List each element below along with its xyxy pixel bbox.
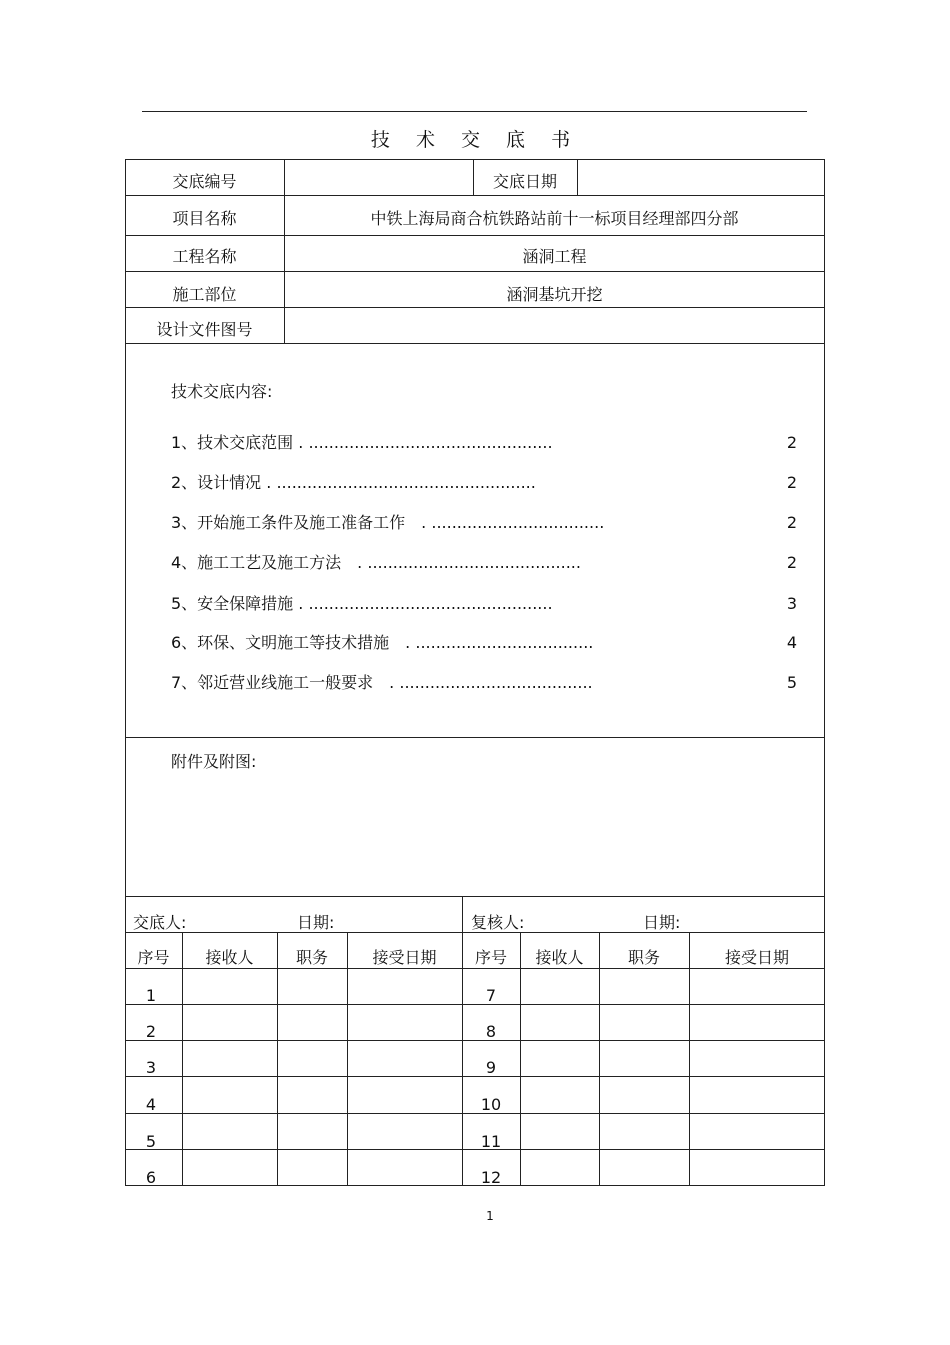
toc-item-text: 3、开始施工条件及施工准备工作 . ..................................	[171, 513, 605, 532]
row-divider	[125, 343, 825, 344]
toc-item-page: 2	[786, 513, 797, 532]
toc-item	[171, 672, 797, 694]
presenter-label: 交底人:	[133, 913, 187, 932]
project-label: 项目名称	[172, 209, 237, 228]
attachments-label: 附件及附图:	[171, 752, 257, 771]
receipt-row-number: 9	[485, 1058, 497, 1077]
toc-item-text: 6、环保、文明施工等技术措施 . ...................................	[171, 633, 594, 652]
receipt-header-seq: 序号	[474, 948, 507, 967]
project-value: 中铁上海局商合杭铁路站前十一标项目经理部四分部	[370, 209, 739, 228]
row-divider	[125, 968, 825, 969]
code-label: 交底编号	[172, 172, 237, 191]
receipt-row-number: 10	[480, 1095, 502, 1114]
receipt-header-seq: 序号	[137, 948, 170, 967]
receipt-header-date: 接受日期	[372, 948, 437, 967]
toc-item	[171, 472, 797, 494]
receipt-row-number: 2	[145, 1022, 157, 1041]
receipt-header-position: 职务	[295, 948, 328, 967]
toc-item-text: 5、安全保障措施 . ................................................	[171, 594, 553, 613]
toc-item-text: 7、邻近营业线施工一般要求 . ......................................	[171, 673, 593, 692]
work-value: 涵洞工程	[522, 247, 587, 266]
receipt-header-position: 职务	[627, 948, 660, 967]
row-divider	[125, 271, 825, 272]
column-divider	[577, 159, 578, 195]
row-divider	[125, 307, 825, 308]
header-rule	[142, 111, 807, 112]
document-title: 技 术 交 底 书	[370, 129, 581, 151]
column-divider	[520, 932, 521, 1186]
toc-item-page: 2	[786, 433, 797, 452]
work-label: 工程名称	[172, 247, 237, 266]
column-divider	[689, 932, 690, 1186]
receipt-header-date: 接受日期	[724, 948, 789, 967]
column-divider	[182, 932, 183, 1186]
content-heading: 技术交底内容:	[171, 382, 273, 401]
receipt-row-number: 7	[485, 986, 497, 1005]
reviewer-label: 复核人:	[471, 913, 525, 932]
column-divider	[277, 932, 278, 1186]
toc-item	[171, 432, 797, 454]
receipt-row-number: 8	[485, 1022, 497, 1041]
receipt-row-number: 11	[480, 1132, 502, 1151]
page-number: 1	[486, 1209, 494, 1223]
receipt-row-number: 4	[145, 1095, 157, 1114]
receipt-header-receiver: 接收人	[205, 948, 254, 967]
column-divider	[347, 932, 348, 1186]
toc-item	[171, 593, 797, 615]
section-divider	[125, 737, 825, 738]
toc-item-text: 2、设计情况 . ...................................................	[171, 473, 536, 492]
drawing-label: 设计文件图号	[156, 320, 253, 339]
section-divider	[125, 896, 825, 897]
toc-item	[171, 552, 797, 574]
toc-item	[171, 632, 797, 654]
toc-item-text: 1、技术交底范围 . ................................................	[171, 433, 553, 452]
presenter-date-label: 日期:	[297, 913, 335, 932]
toc-item-page: 3	[786, 594, 797, 613]
reviewer-date-label: 日期:	[643, 913, 681, 932]
column-divider	[599, 932, 600, 1186]
toc-item-page: 2	[786, 473, 797, 492]
toc-item-page: 4	[786, 633, 797, 652]
receipt-row-number: 3	[145, 1058, 157, 1077]
row-divider	[125, 195, 825, 196]
part-value: 涵洞基坑开挖	[506, 285, 603, 304]
row-divider	[125, 235, 825, 236]
receipt-row-number: 6	[145, 1168, 157, 1187]
receipt-header-receiver: 接收人	[535, 948, 584, 967]
receipt-row-number: 5	[145, 1132, 157, 1151]
receipt-row-number: 12	[480, 1168, 502, 1187]
part-label: 施工部位	[172, 285, 237, 304]
toc-item-text: 4、施工工艺及施工方法 . ..........................................	[171, 553, 581, 572]
date-label: 交底日期	[492, 172, 557, 191]
receipt-row-number: 1	[145, 986, 157, 1005]
toc-item-page: 2	[786, 553, 797, 572]
toc-item-page: 5	[786, 673, 797, 692]
toc-item	[171, 512, 797, 534]
